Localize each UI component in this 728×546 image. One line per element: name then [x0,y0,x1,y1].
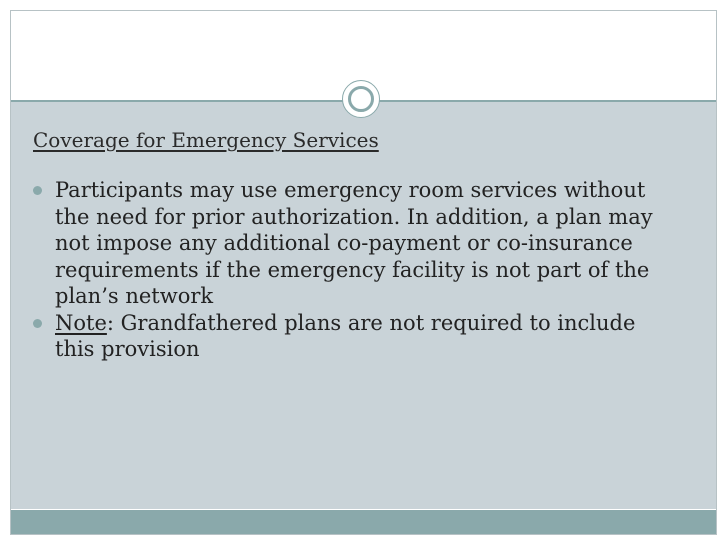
bullet-dot-icon [33,319,42,328]
bullet-list [33,177,673,363]
bullet-text: Participants may use emergency room services without the need for prior authorization. In addition, a plan may not impose any additional co-payment or co-insurance requirements if the emergency facility is not part of the plan’s network [55,178,653,308]
bullet-text: : Grandfathered plans are not required to include this provision [55,310,636,361]
bullet-dot-icon [33,186,42,195]
slide-title: Coverage for Emergency Services [33,128,379,152]
footer-bar [11,510,716,534]
bullet-item-emergency-room [33,177,673,310]
note-label: Note [55,310,107,335]
bullet-item-note [33,310,673,363]
divider-circle-inner [348,86,374,112]
divider-circle-ornament [342,80,380,118]
